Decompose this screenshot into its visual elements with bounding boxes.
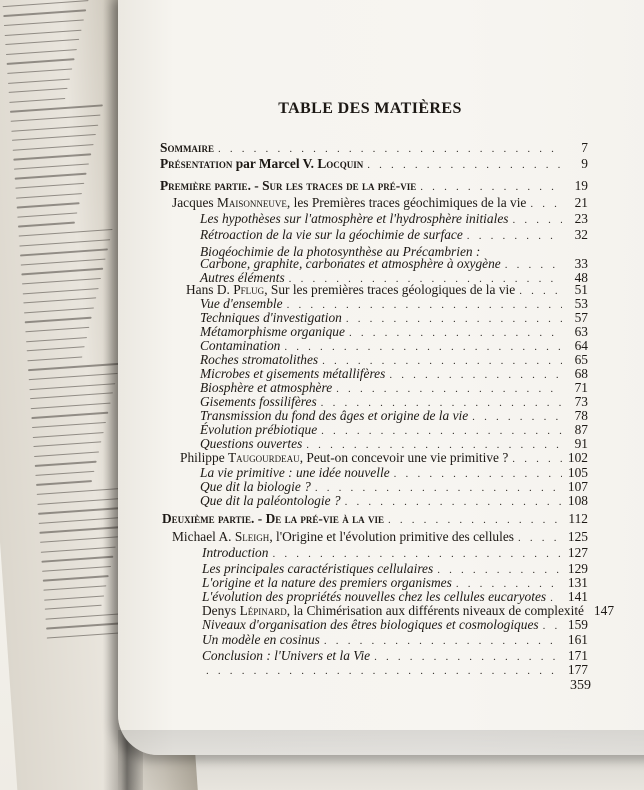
- toc-entry: [200, 494, 588, 509]
- text-line: [8, 78, 70, 84]
- toc-entry-page: 171: [567, 648, 588, 663]
- text-line: [6, 49, 77, 55]
- dot-leader: [505, 258, 562, 272]
- text-line: [13, 154, 91, 161]
- toc-entry-page: 127: [567, 545, 588, 560]
- toc-entry-page: 23: [574, 211, 588, 226]
- dot-leader: [206, 664, 562, 678]
- text-line: [35, 461, 97, 467]
- text-line: [3, 10, 86, 17]
- dot-leader: [512, 452, 562, 466]
- text-line: [5, 29, 82, 36]
- dot-leader: [345, 495, 562, 509]
- toc-entry-title: Métamorphisme organique: [200, 324, 345, 339]
- toc-entry-page: 112: [568, 511, 588, 526]
- toc-entry-title: Introduction: [202, 545, 269, 560]
- toc-entry-page: 147: [593, 603, 615, 618]
- text-line: [27, 356, 82, 361]
- dot-leader: [374, 650, 562, 664]
- dot-leader: [315, 481, 562, 495]
- text-line: [11, 124, 98, 131]
- text-line: [30, 392, 113, 399]
- toc-entry-page: 32: [574, 227, 588, 242]
- toc-entry-title: Les hypothèses sur l'atmosphère et l'hydrosphère initiales: [200, 211, 509, 226]
- text-line: [4, 19, 84, 26]
- dot-leader: [543, 619, 562, 633]
- text-line: [45, 605, 102, 610]
- toc-entry-page: 161: [567, 632, 588, 647]
- text-line: [31, 402, 111, 409]
- text-line: [33, 432, 104, 438]
- text-line: [11, 114, 101, 122]
- toc-entry-title: Deuxième partie. - De la pré-vie à la vie: [162, 511, 384, 526]
- dot-leader: [394, 467, 562, 481]
- toc-entry-page: 105: [567, 465, 588, 480]
- dot-leader: [467, 229, 562, 243]
- text-line: [17, 202, 80, 208]
- dot-leader: [336, 382, 562, 396]
- toc-entry-page: 91: [574, 436, 588, 451]
- toc-entry-page: 64: [574, 338, 588, 353]
- text-line: [9, 98, 65, 103]
- dot-leader: [284, 340, 562, 354]
- text-line: [15, 173, 87, 179]
- text-line: [21, 258, 106, 265]
- toc-entry-page: 68: [574, 366, 588, 381]
- toc-entry-page: 51: [574, 282, 588, 297]
- toc-entry-title: L'évolution des propriétés nouvelles chez les cellules eucaryotes: [202, 589, 547, 604]
- dot-leader: [389, 368, 562, 382]
- text-line: [42, 566, 111, 572]
- toc-entry-page: 57: [574, 310, 588, 325]
- dot-leader: [367, 158, 562, 172]
- toc-entry-page: 131: [567, 575, 588, 590]
- text-line: [32, 422, 106, 428]
- toc-content: [150, 0, 644, 760]
- text-line: [17, 212, 77, 217]
- text-line: [21, 268, 103, 275]
- toc-entry-page: 33: [574, 256, 588, 271]
- toc-entry-title: Sommaire: [160, 140, 214, 155]
- toc-entry-page: 9: [581, 156, 588, 171]
- toc-entry-page: 19: [574, 178, 588, 193]
- dot-leader: [437, 563, 562, 577]
- text-line: [22, 278, 101, 285]
- text-line: [20, 249, 108, 256]
- toc-entry: [202, 633, 588, 648]
- text-line: [3, 0, 89, 7]
- toc-entry-title: La vie primitive : une idée nouvelle: [200, 465, 390, 480]
- text-line: [35, 471, 94, 476]
- text-line: [44, 595, 104, 600]
- dot-leader: [346, 312, 562, 326]
- toc-entry-title: Jacques Maisonneuve, les Premières traces géochimiques de la vie: [172, 195, 527, 210]
- text-line: [33, 441, 101, 447]
- text-line: [43, 585, 106, 591]
- toc-entry-title: Contamination: [200, 338, 281, 353]
- toc-entry: [162, 512, 588, 527]
- text-line: [25, 317, 92, 323]
- text-line: [7, 59, 75, 65]
- text-line: [23, 297, 96, 303]
- toc-entry-page: 78: [574, 408, 588, 423]
- toc-entry-page: 108: [567, 493, 588, 508]
- toc-entry-page: 65: [574, 352, 588, 367]
- toc-entry-page: 159: [567, 617, 588, 632]
- toc-entry-page: 141: [567, 589, 588, 604]
- toc-entry-title: Gisements fossilifères: [200, 394, 317, 409]
- toc-entry-title: Questions ouvertes: [200, 436, 303, 451]
- toc-entry-page: 107: [567, 479, 588, 494]
- toc-entry: [180, 451, 588, 466]
- text-line: [18, 222, 75, 227]
- toc-entry-title: Techniques d'investigation: [200, 310, 342, 325]
- toc-entry-title: Michael A. Sleigh, l'Origine et l'évolution primitive des cellules: [172, 529, 514, 544]
- text-line: [12, 134, 96, 141]
- text-line: [34, 451, 99, 457]
- toc-entry-title: Roches stromatolithes: [200, 352, 319, 367]
- toc-entry: [202, 546, 588, 561]
- toc-entry-title: Hans D. Pflug, Sur les premières traces géologiques de la vie: [186, 282, 516, 297]
- toc-entry-page: 21: [574, 195, 588, 210]
- toc-entry-title: Présentation par Marcel V. Locquin: [160, 156, 364, 171]
- text-line: [19, 239, 110, 247]
- text-line: [31, 412, 108, 419]
- toc-entry-title: Biosphère et atmosphère: [200, 380, 333, 395]
- dot-leader: [272, 547, 562, 561]
- dot-leader: [472, 410, 562, 424]
- toc-entry-page: 87: [574, 422, 588, 437]
- dot-leader: [518, 531, 562, 545]
- dot-leader: [349, 326, 562, 340]
- toc-entry: [202, 663, 588, 678]
- toc-entry-page: 7: [581, 140, 588, 155]
- toc-entry: [202, 618, 588, 633]
- toc-entry-page: 129: [567, 561, 588, 576]
- text-line: [23, 288, 99, 295]
- dot-leader: [324, 634, 562, 648]
- toc-entry-title: Microbes et gisements métallifères: [200, 366, 386, 381]
- text-line: [14, 163, 89, 170]
- toc-entry-page: 53: [574, 296, 588, 311]
- toc-entry-title: Conclusion : l'Univers et la Vie: [202, 648, 371, 663]
- dot-leader: [321, 424, 562, 438]
- page-number: 359: [570, 678, 591, 693]
- toc-entry-title: Biogéochimie de la photosynthèse au Précambrien :: [200, 244, 481, 259]
- dot-leader: [420, 180, 562, 194]
- toc-entry: [160, 141, 588, 156]
- toc-entry-title: Autres éléments: [200, 270, 285, 285]
- text-line: [5, 39, 79, 45]
- toc-entry-title: Transmission du fond des âges et origine de la vie: [200, 408, 469, 423]
- toc-entry: [172, 196, 588, 211]
- dot-leader: [218, 142, 562, 156]
- toc-entry-title: Vue d'ensemble: [200, 296, 283, 311]
- toc-entry: [202, 649, 588, 664]
- text-line: [43, 576, 109, 582]
- text-line: [26, 337, 87, 343]
- toc-entry-page: 63: [574, 324, 588, 339]
- text-line: [25, 327, 89, 333]
- toc-entry-title: Denys Lépinard, la Chimérisation aux différents niveaux de complexité: [202, 603, 585, 618]
- text-line: [27, 346, 85, 351]
- text-line: [9, 88, 68, 93]
- toc-entry-page: 177: [567, 662, 588, 677]
- page-title: TABLE DES MATIÈRES: [278, 100, 462, 117]
- dot-leader: [512, 213, 562, 227]
- toc-entry-title: Philippe Taugourdeau, Peut-on concevoir une vie primitive ?: [180, 450, 509, 465]
- dot-leader: [519, 284, 562, 298]
- toc-entry-title: Rétroaction de la vie sur la géochimie de surface: [200, 227, 463, 242]
- toc-entry: [160, 157, 588, 172]
- dot-leader: [530, 197, 562, 211]
- toc-entry-page: 125: [567, 529, 588, 544]
- toc-entry-title: Que dit la paléontologie ?: [200, 493, 341, 508]
- toc-entry-title: Que dit la biologie ?: [200, 479, 311, 494]
- toc-entry-title: Première partie. - Sur les traces de la pré-vie: [160, 178, 417, 193]
- toc-entry-title: L'origine et la nature des premiers organismes: [202, 575, 452, 590]
- toc-entry-title: Carbone, graphite, carbonates et atmosphère à oxygène: [200, 256, 501, 271]
- toc-entry: [200, 228, 588, 243]
- text-line: [16, 193, 82, 199]
- toc-entry-page: 73: [574, 394, 588, 409]
- text-line: [10, 105, 103, 113]
- text-line: [24, 307, 94, 313]
- toc-entry-title: Évolution prébiotique: [200, 422, 318, 437]
- toc-entry-title: Un modèle en cosinus: [202, 632, 320, 647]
- toc-entry-page: 102: [567, 450, 588, 465]
- text-line: [7, 68, 72, 74]
- text-line: [15, 183, 84, 189]
- dot-leader: [388, 513, 562, 527]
- text-line: [36, 481, 92, 486]
- toc-entry-title: Niveaux d'organisation des êtres biologiques et cosmologiques: [202, 617, 539, 632]
- text-line: [19, 229, 113, 237]
- toc-entry-title: Les principales caractéristiques cellulaires: [202, 561, 434, 576]
- toc-entry: [172, 530, 588, 545]
- toc-entry: [160, 179, 588, 194]
- text-line: [13, 144, 94, 151]
- toc-entry-page: 71: [574, 380, 588, 395]
- toc-entry-page: 48: [574, 270, 588, 285]
- toc-entry: [200, 212, 588, 227]
